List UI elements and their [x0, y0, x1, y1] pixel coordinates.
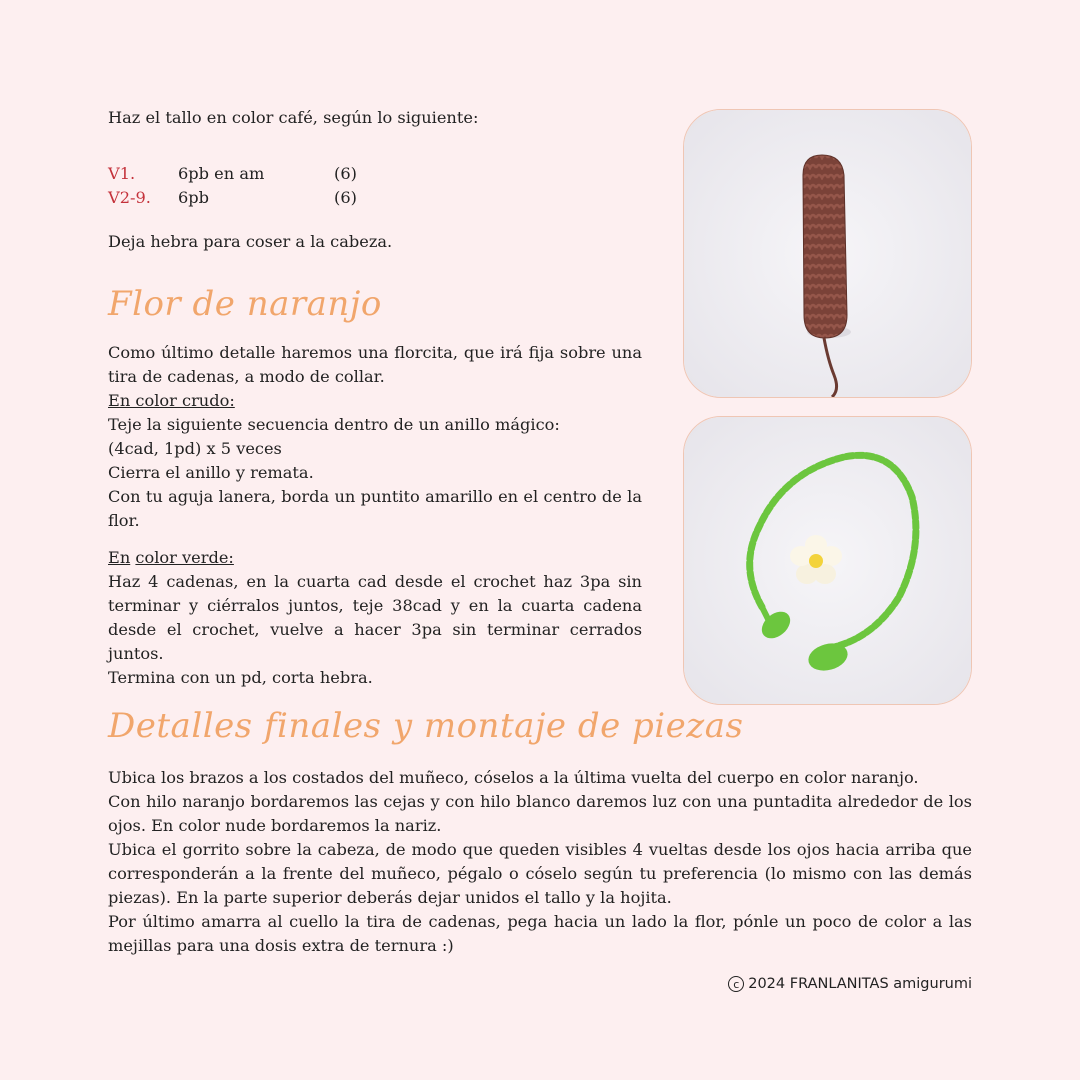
stitch-count: (6) — [334, 164, 357, 183]
raw-color-label: En color crudo: — [108, 391, 235, 410]
raw-line: Cierra el anillo y remata. — [108, 463, 314, 482]
copyright — [728, 976, 972, 992]
final-para: Ubica los brazos a los costados del muñeco, cóselos a la última vuelta del cuerpo en color naranjo. — [108, 768, 919, 787]
flower-intro: Como último detalle haremos una florcita, que irá fija sobre una tira de cadenas, a modo de collar. — [108, 343, 642, 386]
intro-text: Haz el tallo en color café, según lo siguiente: — [108, 108, 479, 127]
stitch-count: (6) — [334, 188, 357, 207]
section-heading-final: Detalles finales y montaje de piezas — [108, 706, 744, 746]
round-label: V2-9. — [108, 188, 151, 207]
section-heading-flower: Flor de naranjo — [108, 284, 382, 324]
pattern-rows — [108, 162, 408, 210]
green-label-rest: color verde: — [135, 548, 234, 567]
copyright-icon: c — [728, 976, 744, 992]
green-color-label — [108, 546, 642, 570]
final-para: Ubica el gorrito sobre la cabeza, de modo que queden visibles 4 vueltas desde los ojos hacia arriba que corresponderán a la frente del muñeco, pégalo o cóselo según tu preferencia (lo mismo con las demás piezas). En la parte superior deberás dejar unidos el tallo y la hojita. — [108, 840, 972, 907]
round-label: V1. — [108, 164, 136, 183]
final-para: Por último amarra al cuello la tira de cadenas, pega hacia un lado la flor, pónle un poco de color a las mejillas para una dosis extra de ternura :) — [108, 912, 972, 955]
green-label-prefix: En — [108, 548, 131, 567]
pattern-row — [108, 186, 408, 210]
stem-photo — [683, 109, 972, 398]
flower-photo — [683, 416, 972, 705]
raw-line: (4cad, 1pd) x 5 veces — [108, 439, 282, 458]
final-instructions — [108, 766, 972, 958]
raw-line: Teje la siguiente secuencia dentro de un anillo mágico: — [108, 415, 560, 434]
green-para: Haz 4 cadenas, en la cuarta cad desde el crochet haz 3pa sin terminar y ciérralos juntos, teje 38cad y en la cuarta cadena desde el crochet, vuelve a hacer 3pa sin terminar cerrados juntos. — [108, 572, 642, 663]
stitch-text: 6pb — [178, 188, 210, 207]
stitch-text: 6pb en am — [178, 164, 265, 183]
final-para: Con hilo naranjo bordaremos las cejas y con hilo blanco daremos luz con una puntadita alrededor de los ojos. En color nude bordaremos la nariz. — [108, 792, 972, 835]
tail-note: Deja hebra para coser a la cabeza. — [108, 232, 393, 251]
raw-para: Con tu aguja lanera, borda un puntito amarillo en el centro de la flor. — [108, 487, 642, 530]
green-end: Termina con un pd, corta hebra. — [108, 668, 373, 687]
flower-instructions — [108, 341, 642, 690]
pattern-row — [108, 162, 408, 186]
copyright-text: 2024 FRANLANITAS amigurumi — [748, 976, 972, 992]
